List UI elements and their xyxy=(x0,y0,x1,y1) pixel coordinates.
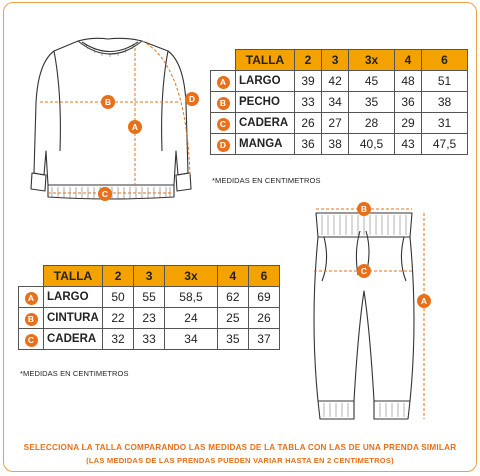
table-row xyxy=(211,113,468,134)
cell: 40,5 xyxy=(349,134,395,155)
cell: 33 xyxy=(134,329,165,350)
cell: 34 xyxy=(322,92,349,113)
bottom-size-col: 6 xyxy=(248,266,279,287)
cell: 36 xyxy=(295,134,322,155)
row-label: MANGA xyxy=(236,134,295,155)
marker-badge: A xyxy=(25,292,38,305)
table-row xyxy=(19,329,280,350)
bottom-table-note: *MEDIDAS EN CENTIMETROS xyxy=(20,369,129,378)
footer-disclaimer: (LAS MEDIDAS DE LAS PRENDAS PUEDEN VARIAR HASTA EN 2 CENTIMETROS) xyxy=(86,456,394,465)
cell: 69 xyxy=(248,287,279,308)
cell: 47,5 xyxy=(422,134,468,155)
table-row xyxy=(211,92,468,113)
cell: 35 xyxy=(217,329,248,350)
bottom-size-table xyxy=(18,265,280,350)
pants-marker-b: B xyxy=(360,204,368,214)
cell: 28 xyxy=(349,113,395,134)
row-label: CADERA xyxy=(44,329,103,350)
table-row xyxy=(19,287,280,308)
top-size-col: 3 xyxy=(322,50,349,71)
table-row xyxy=(211,134,468,155)
row-label: PECHO xyxy=(236,92,295,113)
bottom-size-col: 2 xyxy=(103,266,134,287)
bottom-header-label: TALLA xyxy=(44,266,103,287)
cell: 43 xyxy=(395,134,422,155)
cell: 29 xyxy=(395,113,422,134)
top-size-col: 2 xyxy=(295,50,322,71)
cell: 27 xyxy=(322,113,349,134)
sweater-illustration xyxy=(18,33,203,203)
cell: 26 xyxy=(295,113,322,134)
bottom-size-col: 4 xyxy=(217,266,248,287)
top-size-table xyxy=(210,49,468,155)
row-label: LARGO xyxy=(44,287,103,308)
cell: 51 xyxy=(422,71,468,92)
top-size-col: 3x xyxy=(349,50,395,71)
row-label: CADERA xyxy=(236,113,295,134)
cell: 36 xyxy=(395,92,422,113)
top-size-col: 6 xyxy=(422,50,468,71)
cell: 42 xyxy=(322,71,349,92)
cell: 39 xyxy=(295,71,322,92)
row-label: CINTURA xyxy=(44,308,103,329)
cell: 37 xyxy=(248,329,279,350)
cell: 55 xyxy=(134,287,165,308)
footer-instruction: SELECCIONA LA TALLA COMPARANDO LAS MEDIDAS DE LA TABLA CON LAS DE UNA PRENDA SIMILAR xyxy=(23,443,457,452)
cell: 62 xyxy=(217,287,248,308)
top-header-label: TALLA xyxy=(236,50,295,71)
cell: 38 xyxy=(422,92,468,113)
bottom-size-col: 3 xyxy=(134,266,165,287)
cell: 48 xyxy=(395,71,422,92)
sweater-marker-b: B xyxy=(104,97,112,107)
pants-illustration xyxy=(300,201,450,429)
row-label: LARGO xyxy=(236,71,295,92)
cell: 31 xyxy=(422,113,468,134)
top-table-note: *MEDIDAS EN CENTIMETROS xyxy=(212,176,321,185)
cell: 34 xyxy=(165,329,218,350)
cell: 38 xyxy=(322,134,349,155)
cell: 22 xyxy=(103,308,134,329)
pants-marker-a: A xyxy=(420,296,428,306)
sweater-marker-a: A xyxy=(131,122,139,132)
cell: 35 xyxy=(349,92,395,113)
size-guide-card xyxy=(3,2,477,472)
marker-badge: D xyxy=(217,139,230,152)
cell: 24 xyxy=(165,308,218,329)
marker-badge: C xyxy=(217,118,230,131)
marker-badge: B xyxy=(25,313,38,326)
cell: 58,5 xyxy=(165,287,218,308)
bottom-size-col: 3x xyxy=(165,266,218,287)
pants-marker-c: C xyxy=(360,266,368,276)
sweater-marker-c: C xyxy=(101,189,109,199)
cell: 25 xyxy=(217,308,248,329)
cell: 50 xyxy=(103,287,134,308)
marker-badge: C xyxy=(25,334,38,347)
cell: 45 xyxy=(349,71,395,92)
table-row xyxy=(19,308,280,329)
marker-badge: A xyxy=(217,76,230,89)
marker-badge: B xyxy=(217,97,230,110)
cell: 32 xyxy=(103,329,134,350)
cell: 33 xyxy=(295,92,322,113)
cell: 23 xyxy=(134,308,165,329)
top-size-col: 4 xyxy=(395,50,422,71)
sweater-marker-d: D xyxy=(188,94,196,104)
table-row xyxy=(211,71,468,92)
cell: 26 xyxy=(248,308,279,329)
